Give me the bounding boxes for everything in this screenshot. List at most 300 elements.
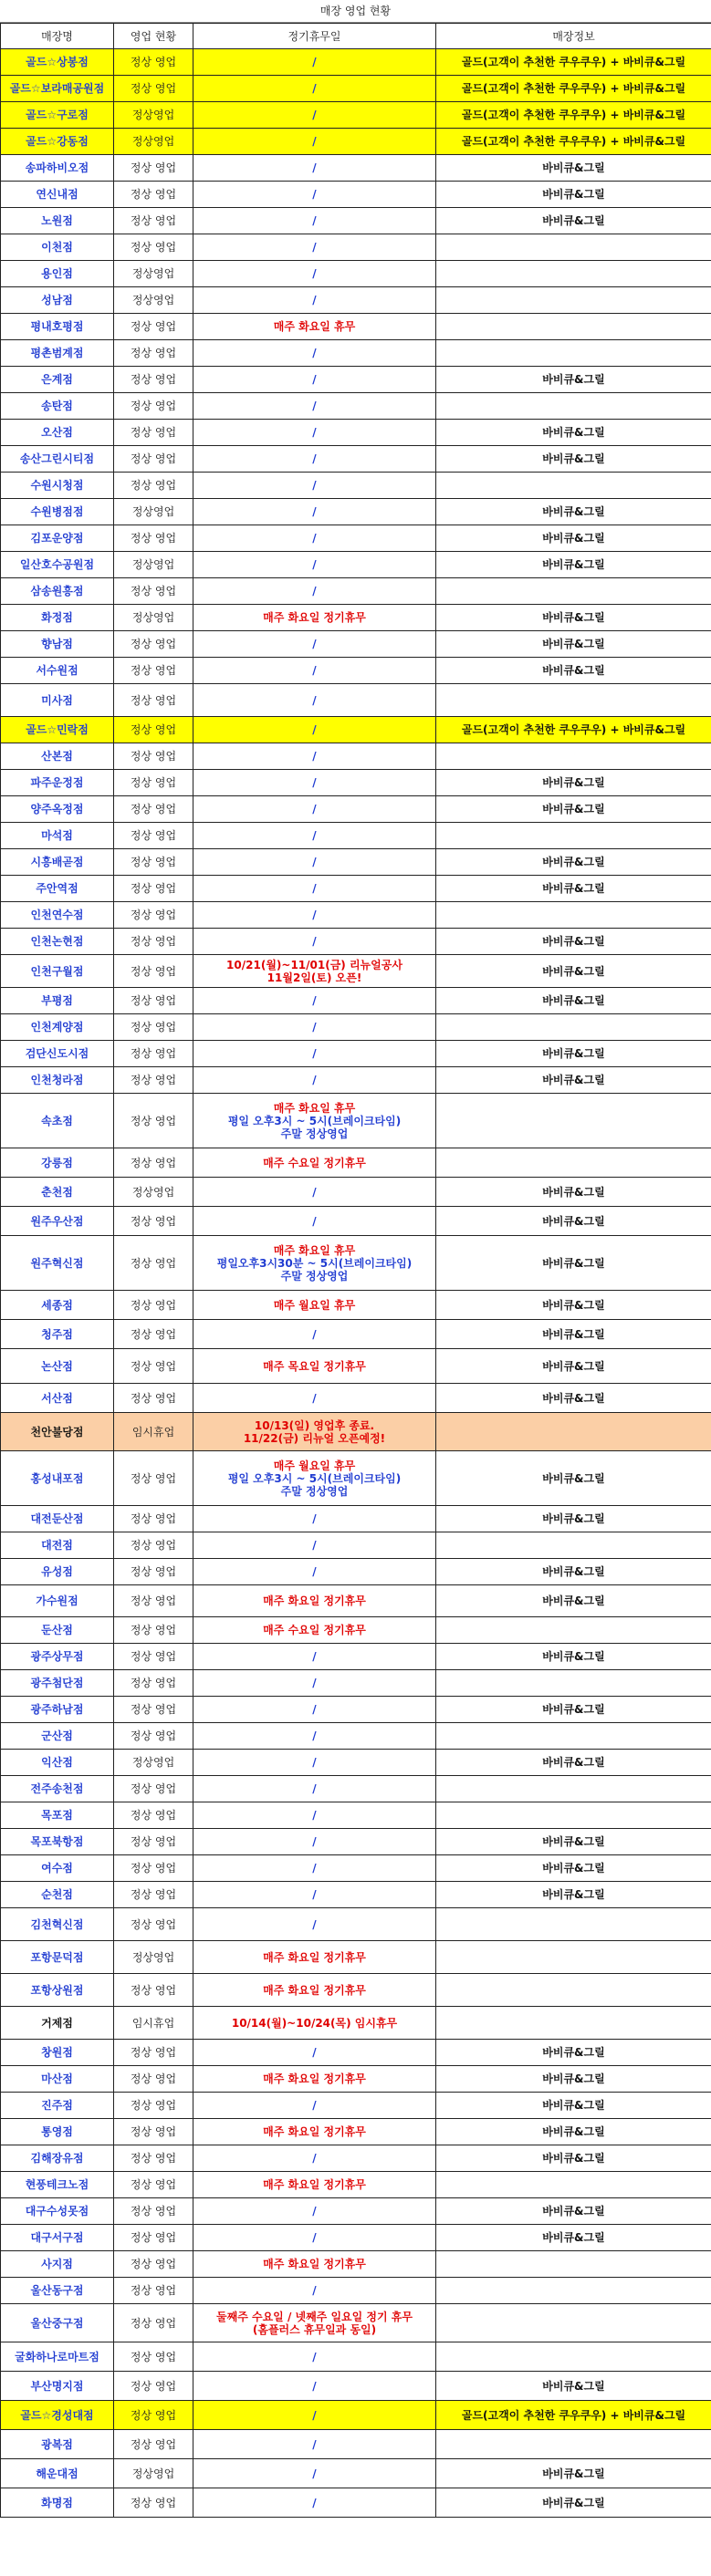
store-name-cell: 천안불당점: [1, 1413, 114, 1451]
holiday-line: /: [312, 1512, 317, 1525]
store-name-cell: 미사점: [1, 684, 114, 717]
status-cell: 정상 영업: [114, 234, 193, 261]
store-name-cell: 일산호수공원점: [1, 552, 114, 578]
store-info-cell: 바비큐&그릴: [436, 1320, 711, 1349]
holiday-line: 매주 화요일 정기휴무: [263, 2072, 366, 2085]
store-info-cell: 바비큐&그릴: [436, 2066, 711, 2093]
status-cell: 정상영업: [114, 2459, 193, 2488]
status-cell: 정상 영업: [114, 823, 193, 849]
holiday-cell: [193, 955, 436, 988]
table-row: [1, 1291, 711, 1320]
store-info-cell: [436, 1413, 711, 1451]
status-cell: 정상 영업: [114, 743, 193, 770]
holiday-cell: [193, 743, 436, 770]
store-name-cell: 수원시청점: [1, 473, 114, 499]
holiday-cell: [193, 658, 436, 684]
status-cell: 정상 영업: [114, 1384, 193, 1413]
holiday-cell: [193, 1670, 436, 1697]
store-name-cell: 대전둔산점: [1, 1506, 114, 1532]
table-row: [1, 1908, 711, 1941]
holiday-line: /: [312, 2205, 317, 2218]
holiday-line: /: [312, 452, 317, 465]
table-row: [1, 1506, 711, 1532]
store-name-cell: 익산점: [1, 1750, 114, 1776]
holiday-line: 매주 월요일 휴무: [273, 1298, 356, 1312]
status-cell: 정상 영업: [114, 2198, 193, 2225]
holiday-cell: [193, 261, 436, 287]
holiday-line: /: [312, 882, 317, 895]
table-row: [1, 2430, 711, 2459]
table-row: [1, 717, 711, 743]
store-name-cell: 주안역점: [1, 876, 114, 902]
table-row: [1, 2145, 711, 2172]
status-cell: 정상 영업: [114, 1723, 193, 1750]
holiday-line: /: [312, 638, 317, 650]
holiday-line: 매주 월요일 휴무: [273, 1459, 356, 1472]
status-cell: 정상영업: [114, 1178, 193, 1207]
store-name-cell: 광주첨단점: [1, 1670, 114, 1697]
store-info-cell: 바비큐&그릴: [436, 1644, 711, 1670]
store-name-cell: 송탄점: [1, 393, 114, 420]
store-info-cell: [436, 314, 711, 340]
status-cell: 정상 영업: [114, 182, 193, 208]
status-cell: 정상 영업: [114, 2172, 193, 2198]
holiday-line: 매주 화요일 휴무: [273, 320, 356, 333]
holiday-line: /: [312, 294, 317, 306]
holiday-line: /: [312, 1650, 317, 1663]
store-info-cell: 바비큐&그릴: [436, 1585, 711, 1617]
holiday-cell: [193, 2251, 436, 2278]
store-info-cell: [436, 2342, 711, 2372]
store-name-cell: 김포운양점: [1, 525, 114, 552]
holiday-line: /: [312, 1214, 317, 1228]
holiday-cell: [193, 2093, 436, 2119]
store-name-cell: 김천혁신점: [1, 1908, 114, 1941]
holiday-cell: [193, 2459, 436, 2488]
store-name-cell: 송파하비오점: [1, 155, 114, 182]
status-cell: 정상 영업: [114, 1067, 193, 1094]
status-cell: 정상 영업: [114, 2119, 193, 2145]
status-cell: 정상 영업: [114, 1236, 193, 1291]
store-name-cell: 서수원점: [1, 658, 114, 684]
holiday-line: 주말 정상영업: [280, 1484, 349, 1498]
holiday-line: /: [312, 2496, 317, 2509]
store-info-cell: 바비큐&그릴: [436, 182, 711, 208]
page-title: 매장 영업 현황: [0, 0, 711, 23]
status-cell: 정상 영업: [114, 1829, 193, 1855]
holiday-line: 평일 오후3시 ~ 5시(브레이크타임): [227, 1114, 402, 1127]
table-row: [1, 1207, 711, 1236]
store-info-cell: 바비큐&그릴: [436, 525, 711, 552]
holiday-cell: [193, 2198, 436, 2225]
store-name-cell: 파주운정점: [1, 770, 114, 796]
holiday-line: 10/14(월)~10/24(목) 임시휴무: [231, 2016, 398, 2030]
store-info-cell: 바비큐&그릴: [436, 955, 711, 988]
store-info-cell: [436, 340, 711, 367]
status-cell: 정상 영업: [114, 1349, 193, 1384]
status-cell: 정상 영업: [114, 796, 193, 823]
holiday-cell: [193, 552, 436, 578]
table-row: [1, 988, 711, 1014]
holiday-line: 매주 화요일 정기휴무: [263, 2258, 366, 2270]
holiday-cell: [193, 2119, 436, 2145]
store-name-cell: 원주우산점: [1, 1207, 114, 1236]
status-cell: 정상 영업: [114, 525, 193, 552]
store-name-cell: 통영점: [1, 2119, 114, 2145]
store-name-cell: 여수점: [1, 1855, 114, 1882]
holiday-cell: [193, 1207, 436, 1236]
store-info-cell: 바비큐&그릴: [436, 499, 711, 525]
holiday-line: /: [312, 2284, 317, 2297]
store-info-cell: [436, 1617, 711, 1644]
table-row: [1, 1041, 711, 1067]
store-name-cell: 인천청라점: [1, 1067, 114, 1094]
store-name-cell: 원주혁신점: [1, 1236, 114, 1291]
holiday-cell: [193, 1723, 436, 1750]
store-name-cell: 창원점: [1, 2040, 114, 2066]
store-name-cell: 속초점: [1, 1094, 114, 1148]
holiday-cell: [193, 1882, 436, 1908]
status-cell: 정상 영업: [114, 2401, 193, 2430]
store-name-cell: 대구서구점: [1, 2225, 114, 2251]
store-info-cell: 골드(고객이 추천한 쿠우쿠우) + 바비큐&그릴: [436, 129, 711, 155]
table-row: [1, 1697, 711, 1723]
status-cell: 정상 영업: [114, 446, 193, 473]
holiday-cell: [193, 2040, 436, 2066]
holiday-line: /: [312, 2379, 317, 2393]
holiday-cell: [193, 2066, 436, 2093]
table-row: [1, 2198, 711, 2225]
status-cell: 임시휴업: [114, 1413, 193, 1451]
status-cell: 정상 영업: [114, 929, 193, 955]
store-name-cell: 강릉점: [1, 1148, 114, 1178]
store-name-cell: 양주옥정점: [1, 796, 114, 823]
holiday-cell: [193, 1178, 436, 1207]
status-cell: 정상 영업: [114, 684, 193, 717]
table-row: [1, 287, 711, 314]
status-cell: 정상 영업: [114, 2251, 193, 2278]
holiday-line: 매주 화요일 휴무: [273, 1101, 356, 1115]
store-info-cell: [436, 1776, 711, 1802]
holiday-cell: [193, 1349, 436, 1384]
table-row: [1, 49, 711, 76]
holiday-line: /: [312, 2350, 317, 2363]
holiday-cell: [193, 525, 436, 552]
store-name-cell: 인천연수점: [1, 902, 114, 929]
table-row: [1, 2401, 711, 2430]
holiday-line: /: [312, 750, 317, 763]
store-name-cell: 평내호평점: [1, 314, 114, 340]
store-info-cell: 바비큐&그릴: [436, 1506, 711, 1532]
holiday-line: /: [312, 373, 317, 386]
store-name-cell: 대전점: [1, 1532, 114, 1559]
store-info-cell: 골드(고객이 추천한 쿠우쿠우) + 바비큐&그릴: [436, 717, 711, 743]
holiday-line: /: [312, 109, 317, 121]
store-name-cell: 화명점: [1, 2488, 114, 2518]
holiday-line: 매주 수요일 정기휴무: [263, 1624, 366, 1636]
table-row: [1, 1829, 711, 1855]
store-info-cell: [436, 1670, 711, 1697]
holiday-cell: [193, 2225, 436, 2251]
status-cell: 정상 영업: [114, 770, 193, 796]
holiday-cell: [193, 1941, 436, 1974]
holiday-line: /: [312, 1185, 317, 1199]
holiday-cell: [193, 1617, 436, 1644]
store-info-cell: [436, 2278, 711, 2304]
holiday-cell: [193, 420, 436, 446]
table-row: [1, 182, 711, 208]
holiday-cell: [193, 446, 436, 473]
store-info-cell: [436, 1014, 711, 1041]
holiday-line: /: [312, 994, 317, 1007]
status-cell: 정상 영업: [114, 2145, 193, 2172]
store-info-cell: [436, 1723, 711, 1750]
status-cell: 정상 영업: [114, 1882, 193, 1908]
store-info-cell: 바비큐&그릴: [436, 1559, 711, 1585]
holiday-line: /: [312, 1021, 317, 1034]
table-row: [1, 1670, 711, 1697]
table-row: [1, 2488, 711, 2518]
status-cell: 정상 영업: [114, 1014, 193, 1041]
store-status-table: [0, 23, 711, 2518]
store-info-cell: 바비큐&그릴: [436, 367, 711, 393]
holiday-cell: [193, 287, 436, 314]
holiday-line: /: [312, 135, 317, 148]
table-row: [1, 1941, 711, 1974]
store-info-cell: 바비큐&그릴: [436, 1067, 711, 1094]
status-cell: 정상 영업: [114, 849, 193, 876]
table-row: [1, 340, 711, 367]
table-row: [1, 525, 711, 552]
holiday-cell: [193, 1094, 436, 1148]
holiday-cell: [193, 2304, 436, 2342]
holiday-cell: [193, 1585, 436, 1617]
holiday-cell: [193, 155, 436, 182]
store-name-cell: 현풍테크노점: [1, 2172, 114, 2198]
holiday-cell: [193, 2145, 436, 2172]
holiday-cell: [193, 208, 436, 234]
store-name-cell: 울산동구점: [1, 2278, 114, 2304]
store-name-cell: 해운대점: [1, 2459, 114, 2488]
status-cell: 정상 영업: [114, 2430, 193, 2459]
holiday-cell: [193, 1750, 436, 1776]
holiday-line: /: [312, 1835, 317, 1848]
header-store-info: 매장정보: [436, 24, 711, 49]
status-cell: 정상 영업: [114, 1855, 193, 1882]
store-name-cell: 광주상무점: [1, 1644, 114, 1670]
store-name-cell: 인천구월점: [1, 955, 114, 988]
table-row: [1, 2093, 711, 2119]
store-info-cell: [436, 393, 711, 420]
table-row: [1, 499, 711, 525]
table-row: [1, 102, 711, 129]
store-info-cell: [436, 902, 711, 929]
store-info-cell: 바비큐&그릴: [436, 2093, 711, 2119]
holiday-line: 매주 화요일 정기휴무: [263, 1594, 366, 1607]
holiday-line: /: [312, 505, 317, 518]
table-row: [1, 578, 711, 605]
table-row: [1, 902, 711, 929]
holiday-line: 11/22(금) 리뉴얼 오픈예정!: [243, 1431, 386, 1445]
holiday-cell: [193, 1148, 436, 1178]
status-cell: 정상 영업: [114, 876, 193, 902]
holiday-cell: [193, 49, 436, 76]
holiday-line: /: [312, 2467, 317, 2480]
holiday-cell: [193, 1041, 436, 1067]
holiday-line: /: [312, 214, 317, 227]
status-cell: 정상 영업: [114, 2488, 193, 2518]
store-info-cell: 바비큐&그릴: [436, 1236, 711, 1291]
holiday-cell: [193, 796, 436, 823]
holiday-cell: [193, 367, 436, 393]
holiday-cell: [193, 2488, 436, 2518]
status-cell: 정상 영업: [114, 2066, 193, 2093]
store-info-cell: 바비큐&그릴: [436, 2372, 711, 2401]
store-name-cell: 시흥배곧점: [1, 849, 114, 876]
table-row: [1, 2372, 711, 2401]
holiday-cell: [193, 1384, 436, 1413]
table-row: [1, 1723, 711, 1750]
holiday-line: /: [312, 935, 317, 948]
table-row: [1, 1585, 711, 1617]
table-row: [1, 1014, 711, 1041]
status-cell: 정상 영업: [114, 1291, 193, 1320]
table-row: [1, 314, 711, 340]
holiday-cell: [193, 1829, 436, 1855]
store-info-cell: [436, 1802, 711, 1829]
table-row: [1, 1413, 711, 1451]
store-info-cell: [436, 2172, 711, 2198]
status-cell: 정상영업: [114, 1941, 193, 1974]
status-cell: 정상 영업: [114, 1585, 193, 1617]
holiday-line: /: [312, 56, 317, 68]
store-info-cell: [436, 1908, 711, 1941]
holiday-cell: [193, 1802, 436, 1829]
holiday-line: 10/21(월)~11/01(금) 리뉴얼공사: [226, 958, 403, 971]
table-row: [1, 76, 711, 102]
holiday-line: /: [312, 585, 317, 597]
status-cell: 정상 영업: [114, 631, 193, 658]
holiday-line: /: [312, 664, 317, 677]
store-name-cell: 김해장유점: [1, 2145, 114, 2172]
status-cell: 정상영업: [114, 129, 193, 155]
status-cell: 정상영업: [114, 605, 193, 631]
holiday-line: 매주 화요일 정기휴무: [263, 1983, 366, 1997]
table-body: [1, 49, 711, 2518]
table-row: [1, 658, 711, 684]
store-name-cell: 춘천점: [1, 1178, 114, 1207]
store-name-cell: 향남점: [1, 631, 114, 658]
holiday-cell: [193, 2007, 436, 2040]
store-info-cell: [436, 578, 711, 605]
holiday-cell: [193, 1776, 436, 1802]
status-cell: 정상영업: [114, 287, 193, 314]
holiday-cell: [193, 684, 436, 717]
holiday-line: /: [312, 829, 317, 842]
holiday-line: 매주 화요일 정기휴무: [263, 2125, 366, 2138]
table-row: [1, 1094, 711, 1148]
store-info-cell: 바비큐&그릴: [436, 658, 711, 684]
store-info-cell: 바비큐&그릴: [436, 2119, 711, 2145]
store-info-cell: 바비큐&그릴: [436, 155, 711, 182]
store-info-cell: [436, 287, 711, 314]
store-name-cell: 평촌범계점: [1, 340, 114, 367]
store-info-cell: 바비큐&그릴: [436, 988, 711, 1014]
holiday-cell: [193, 182, 436, 208]
store-name-cell: 골드☆상봉점: [1, 49, 114, 76]
store-info-cell: [436, 1941, 711, 1974]
store-name-cell: 수원병점점: [1, 499, 114, 525]
table-row: [1, 155, 711, 182]
holiday-line: /: [312, 267, 317, 280]
status-cell: 정상영업: [114, 552, 193, 578]
store-info-cell: 바비큐&그릴: [436, 1207, 711, 1236]
status-cell: 정상 영업: [114, 578, 193, 605]
holiday-cell: [193, 631, 436, 658]
store-info-cell: 바비큐&그릴: [436, 1855, 711, 1882]
holiday-cell: [193, 1236, 436, 1291]
holiday-line: /: [312, 2152, 317, 2165]
holiday-line: /: [312, 426, 317, 439]
store-info-cell: 골드(고객이 추천한 쿠우쿠우) + 바비큐&그릴: [436, 102, 711, 129]
store-info-cell: 바비큐&그릴: [436, 446, 711, 473]
table-row: [1, 796, 711, 823]
status-cell: 정상영업: [114, 499, 193, 525]
holiday-cell: [193, 823, 436, 849]
store-name-cell: 용인점: [1, 261, 114, 287]
holiday-line: /: [312, 188, 317, 201]
table-header-row: [1, 24, 711, 49]
status-cell: 정상 영업: [114, 1559, 193, 1585]
table-row: [1, 208, 711, 234]
table-row: [1, 823, 711, 849]
status-cell: 정상 영업: [114, 420, 193, 446]
store-info-cell: 골드(고객이 추천한 쿠우쿠우) + 바비큐&그릴: [436, 2401, 711, 2430]
status-cell: 정상 영업: [114, 1320, 193, 1349]
store-info-cell: 바비큐&그릴: [436, 1291, 711, 1320]
holiday-line: /: [312, 2231, 317, 2244]
store-name-cell: 부산명지점: [1, 2372, 114, 2401]
store-info-cell: [436, 261, 711, 287]
holiday-cell: [193, 340, 436, 367]
store-name-cell: 오산점: [1, 420, 114, 446]
store-name-cell: 골드☆보라매공원점: [1, 76, 114, 102]
status-cell: 정상 영업: [114, 1908, 193, 1941]
holiday-line: /: [312, 241, 317, 254]
table-row: [1, 2172, 711, 2198]
store-name-cell: 사지점: [1, 2251, 114, 2278]
table-row: [1, 2251, 711, 2278]
holiday-cell: [193, 314, 436, 340]
holiday-line: /: [312, 803, 317, 815]
table-row: [1, 1384, 711, 1413]
store-name-cell: 인천논현점: [1, 929, 114, 955]
table-row: [1, 1559, 711, 1585]
table-row: [1, 1855, 711, 1882]
store-info-cell: 바비큐&그릴: [436, 876, 711, 902]
table-row: [1, 770, 711, 796]
status-cell: 정상 영업: [114, 76, 193, 102]
store-info-cell: 바비큐&그릴: [436, 2225, 711, 2251]
table-row: [1, 552, 711, 578]
table-row: [1, 420, 711, 446]
store-name-cell: 가수원점: [1, 1585, 114, 1617]
holiday-cell: [193, 234, 436, 261]
table-row: [1, 2007, 711, 2040]
holiday-line: /: [312, 1756, 317, 1769]
store-name-cell: 인천계양점: [1, 1014, 114, 1041]
status-cell: 정상 영업: [114, 902, 193, 929]
